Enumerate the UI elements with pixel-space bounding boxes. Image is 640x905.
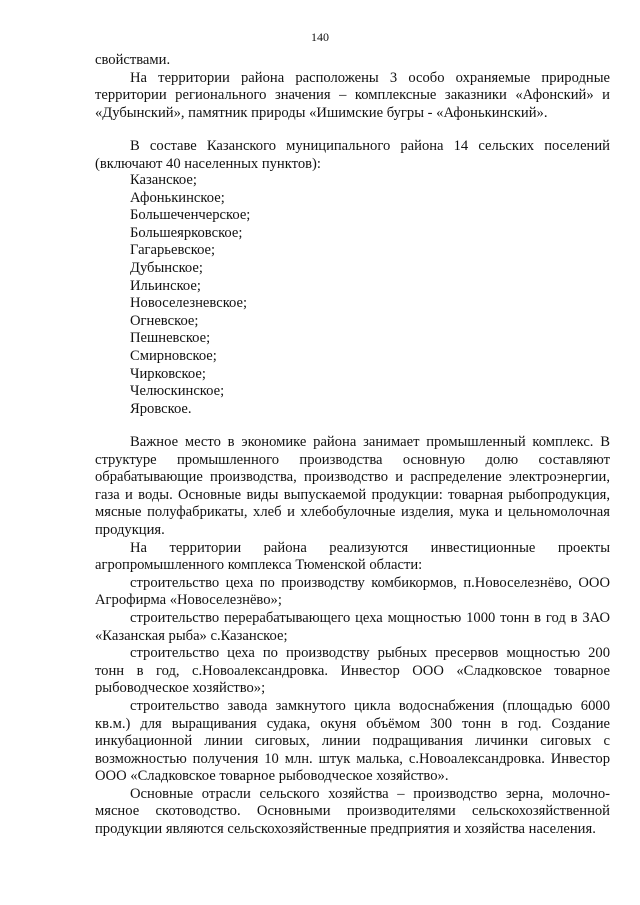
list-item: Чирковское; bbox=[130, 365, 206, 382]
list-item: Гагарьевское; bbox=[130, 242, 216, 259]
list-item: Яровское. bbox=[130, 400, 192, 417]
paragraph-project: строительство цеха по производству комбикормов, п.Новоселезнёво, ООО Агрофирма «Новоселезнёво»; bbox=[95, 574, 610, 609]
economy-section bbox=[95, 434, 610, 839]
paragraph-investment-intro: На территории района реализуются инвестиционные проекты агропромышленного комплекса Тюменской области: bbox=[95, 539, 610, 574]
list-item: Афонькинское; bbox=[130, 189, 225, 206]
top-section bbox=[95, 52, 610, 122]
list-item: Огневское; bbox=[130, 312, 199, 329]
list-item: Челюскинское; bbox=[130, 383, 225, 400]
paragraph-project: строительство цеха по производству рыбных пресервов мощностью 200 тонн в год, с.Новоалександровка. Инвестор ООО «Сладковское товарное рыбоводческое хозяйство»; bbox=[95, 645, 610, 697]
list-item: Пешневское; bbox=[130, 330, 211, 347]
paragraph-project: строительство перерабатывающего цеха мощностью 1000 тонн в год в ЗАО «Казанская рыба» с.Казанское; bbox=[95, 609, 610, 644]
list-item: Большеярковское; bbox=[130, 224, 243, 241]
page-number: 140 bbox=[311, 30, 329, 44]
list-item: Ильинское; bbox=[130, 277, 201, 294]
list-item: Новоселезневское; bbox=[130, 295, 248, 312]
paragraph-continuation: свойствами. bbox=[95, 52, 171, 68]
paragraph-protected-areas: На территории района расположены 3 особо охраняемые природные территории регионального значения – комплексные заказники «Афонский» и «Дубынский», памятник природы «Ишимские бугры - «Афонькинский». bbox=[95, 69, 610, 121]
list-item: Казанское; bbox=[130, 172, 197, 188]
settlements-intro-section bbox=[95, 138, 610, 173]
paragraph-settlements-intro: В составе Казанского муниципального района 14 сельских поселений (включают 40 населенных пунктов): bbox=[95, 138, 610, 172]
paragraph-economy: Важное место в экономике района занимает промышленный комплекс. В структуре промышленного производства основную долю составляют обрабатывающие производства, производство и распределение электроэнергии, газа и воды. Основные виды выпускаемой продукции: товарная рыбопродукция, мясные полуфабрикаты, хлеб и хлебобулочные изделия, мука и цельномолочная продукция. bbox=[95, 434, 610, 538]
paragraph-agriculture: Основные отрасли сельского хозяйства – производство зерна, молочно-мясное скотоводство. Основными производителями сельскохозяйственной продукции являются сельскохозяйственные предприятия и хозяйства населения. bbox=[95, 785, 610, 838]
settlements-list bbox=[130, 172, 250, 418]
list-item: Дубынское; bbox=[130, 259, 203, 276]
list-item: Смирновское; bbox=[130, 347, 217, 364]
paragraph-project: строительство завода замкнутого цикла водоснабжения (площадью 6000 кв.м.) для выращивания судака, окуня объёмом 300 тонн в год. Создание инкубационной линии сиговых, линии подращивания личинки сиговых с возможностью получения 10 млн. штук малька, с.Новоалександровка. Инвестор ООО «Сладковское товарное рыбоводческое хозяйство». bbox=[95, 697, 610, 785]
list-item: Большеченчерское; bbox=[130, 207, 251, 224]
